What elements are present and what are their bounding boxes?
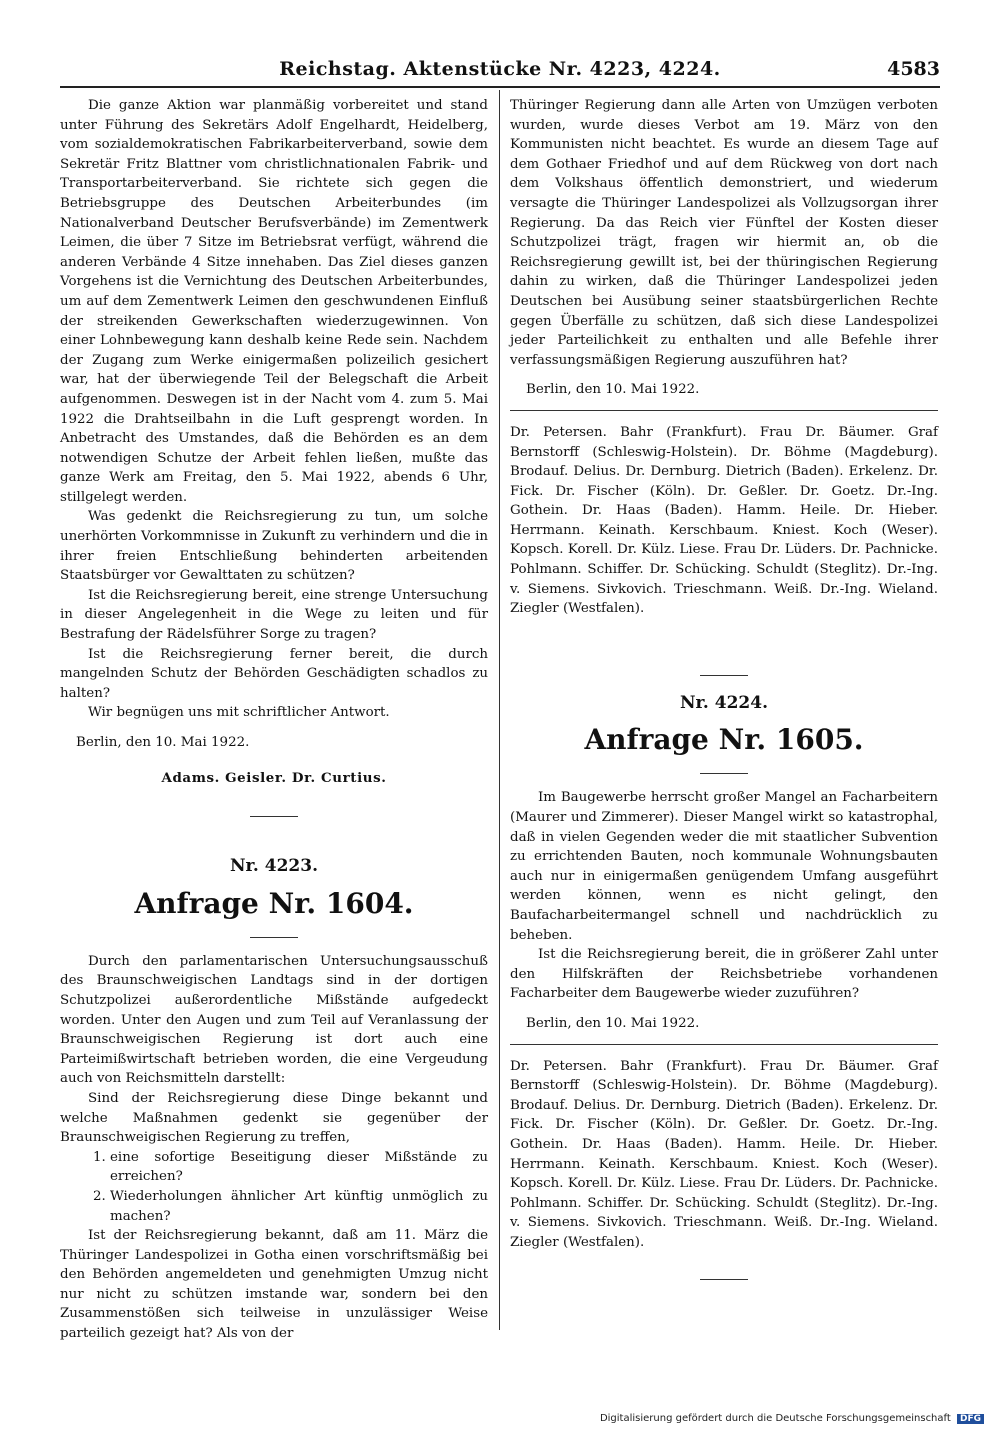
paragraph: Ist die Reichsregierung ferner bereit, die durch mangelnden Schutz der Behörden Geschädigten schadlos zu halten? <box>60 646 488 701</box>
list-item: 2. Wiederholungen ähnlicher Art künftig unmöglich zu machen? <box>110 1187 488 1226</box>
section-number: Nr. 4224. <box>679 692 768 713</box>
numbered-list <box>60 1148 488 1226</box>
section-divider <box>700 675 748 676</box>
list-item: 1. eine sofortige Beseitigung dieser Mißstände zu erreichen? <box>110 1148 488 1187</box>
paragraph: Im Baugewerbe herrscht großer Mangel an Facharbeitern (Maurer und Zimmerer). Dieser Mangel wirkt so katastrophal, daß in vielen Gegenden weder die mit staatlicher Subvention zu errichtenden Bauten, noch kommunale Wohnungsbauten auch nur in einigermaßen genügendem Umfang ausgeführt werden können, wenn es nicht gelingt, den Baufacharbeitermangel schnell und nachdrücklich zu beheben. <box>510 790 938 943</box>
separator <box>510 1044 938 1045</box>
paragraph: Ist die Reichsregierung bereit, die in größerer Zahl unter den Hilfskräften der Reichsbetriebe vorhandenen Facharbeiter dem Baugewerbe wieder zuzuführen? <box>510 947 938 1002</box>
page-header <box>60 56 940 88</box>
signers: Dr. Petersen. Bahr (Frankfurt). Frau Dr. Bäumer. Graf Bernstorff (Schleswig-Holstein). Dr. Böhme (Magdeburg). Brodauf. Delius. Dr. Dernburg. Dietrich (Baden). Erkelenz. Dr. Fick. Dr. Fischer (Köln). Dr. Geßler. Dr. Goetz. Dr.-Ing. Gothein. Dr. Haas (Baden). Hamm. Heile. Dr. Hieber. Herrmann. Keinath. Kerschbaum. Kniest. Koch (Weser). Kopsch. Korell. Dr. Külz. Liese. Frau Dr. Lüders. Dr. Pachnicke. Pohlmann. Schiffer. Dr. Schücking. Schuldt (Steglitz). Dr.-Ing. v. Siemens. Sivkovich. Trieschmann. Weiß. Dr.-Ing. Wieland. Ziegler (Westfalen). <box>510 424 938 617</box>
signers: Adams. Geisler. Dr. Curtius. <box>161 769 387 786</box>
footer-credit <box>600 1413 984 1424</box>
paragraph: Durch den parlamentarischen Untersuchungsausschuß des Braunschweigischen Landtags sind in der dortigen Schutzpolizei außerordentliche Mißstände aufgedeckt worden. Unter den Augen und zum Teil auf Veranlassung der Braunschweigischen Regierung ist dort auch eine Parteimißwirtschaft betrieben worden, die eine Vergeudung auch von Reichsmitteln darstellt: <box>60 953 488 1087</box>
title-underline <box>250 937 298 938</box>
section-number: Nr. 4223. <box>229 856 318 877</box>
paragraph: Die ganze Aktion war planmäßig vorbereitet und stand unter Führung des Sekretärs Adolf Engelhardt, Heidelberg, vom sozialdemokratischen Fabrikarbeiterverband, sowie dem Sekretär Fritz Blattner vom christlichnationalen Fabrik- und Transportarbeiterverband. Sie richtete sich gegen die Betriebsgruppe des Deutschen Arbeiterbundes (im Nationalverband Deutscher Berufsverbände) im Zementwerk Leimen, die über 7 Sitze im Betriebsrat verfügt, während die anderen Verbände 4 Sitze innehaben. Das Ziel dieses ganzen Vorgehens ist die Vernichtung des Deutschen Arbeiterbundes, um auf dem Zementwerk Leimen den geschwundenen Einfluß der streikenden Gewerkschaften wiederzugewinnen. Von einer Lohnbewegung kann deshalb keine Rede sein. Nachdem der Zugang zum Werke einigermaßen polizeilich gesichert war, hat der überwiegende Teil der Belegschaft die Arbeit aufgenommen. Deswegen ist in der Nacht vom 4. zum 5. Mai 1922 die Drahtseilbahn in die Luft gesprengt worden. In Anbetracht des Umstandes, daß die Behörden es an dem notwendigen Schutze der Arbeit fehlen ließen, mußte das ganze Werk am Freitag, den 5. Mai 1922, abends 6 Uhr, stillgelegt werden. <box>60 98 488 505</box>
title-underline <box>700 773 748 774</box>
page-number: 4583 <box>887 58 940 80</box>
section-title: Anfrage Nr. 1604. <box>134 886 414 920</box>
paragraph: Ist der Reichsregierung bekannt, daß am 11. März die Thüringer Landespolizei in Gotha einen vorschriftsmäßig bei den Behörden angemeldeten und genehmigten Umzug nicht nur nicht zu schützen imstande war, sondern bei den Zusammenstößen sich teilweise in unzulässiger Weise parteilich gezeigt hat? Als von der <box>60 1228 488 1342</box>
page-title: Reichstag. Aktenstücke Nr. 4223, 4224. <box>279 58 721 80</box>
footer-text: Digitalisierung gefördert durch die Deutsche Forschungsgemeinschaft <box>599 1413 951 1424</box>
paragraph: Sind der Reichsregierung diese Dinge bekannt und welche Maßnahmen gedenkt sie gegenüber der Braunschweigischen Regierung zu treffen, <box>60 1090 488 1146</box>
right-column <box>510 96 938 1294</box>
separator <box>510 410 938 411</box>
paragraph: Ist die Reichsregierung bereit, eine strenge Untersuchung in dieser Angelegenheit in die Wege zu leiten und für Bestrafung der Rädelsführer Sorge zu tragen? <box>60 587 488 643</box>
date-line: Berlin, den 10. Mai 1922. <box>76 735 250 750</box>
date-line: Berlin, den 10. Mai 1922. <box>526 1015 700 1031</box>
signers: Dr. Petersen. Bahr (Frankfurt). Frau Dr. Bäumer. Graf Bernstorff (Schleswig-Holstein). Dr. Böhme (Magdeburg). Brodauf. Delius. Dr. Dernburg. Dietrich (Baden). Erkelenz. Dr. Fick. Dr. Fischer (Köln). Dr. Geßler. Dr. Goetz. Dr.-Ing. Gothein. Dr. Haas (Baden). Hamm. Heile. Dr. Hieber. Herrmann. Keinath. Kerschbaum. Kniest. Koch (Weser). Kopsch. Korell. Dr. Külz. Liese. Frau Dr. Lüders. Dr. Pachnicke. Pohlmann. Schiffer. Dr. Schücking. Schuldt (Steglitz). Dr.-Ing. v. Siemens. Sivkovich. Trieschmann. Weiß. Dr.-Ing. Wieland. Ziegler (Westfalen). <box>510 1058 938 1250</box>
dfg-logo: DFG <box>957 1414 984 1424</box>
date-line: Berlin, den 10. Mai 1922. <box>526 382 700 398</box>
paragraph: Was gedenkt die Reichsregierung zu tun, um solche unerhörten Vorkommnisse in Zukunft zu verhindern und die in ihrer freien Entschließung behinderten arbeitenden Staatsbürger vor Gewalttaten zu schützen? <box>60 509 488 584</box>
section-title: Anfrage Nr. 1605. <box>584 723 864 757</box>
paragraph: Wir begnügen uns mit schriftlicher Antwort. <box>88 705 390 721</box>
left-column <box>60 96 488 1344</box>
column-divider <box>499 90 500 1330</box>
paragraph: Thüringer Regierung dann alle Arten von Umzügen verboten wurden, wurde dieses Verbot am 19. März von den Kommunisten nicht beachtet. Es wurde an diesem Tage auf dem Gothaer Friedhof und auf dem Rückweg von dort nach dem Volkshaus öffentlich demonstriert, und wiederum versagte die Thüringer Landespolizei als Vollzugsorgan ihrer Regierung. Da das Reich vier Fünftel der Kosten dieser Schutzpolizei trägt, fragen wir hiermit an, ob die Reichsregierung gewillt ist, bei der thüringischen Regierung dahin zu wirken, daß die Thüringer Landespolizei jeden Deutschen bei Ausübung seiner staatsbürgerlichen Rechte gegen Überfälle zu schützen, daß sich diese Landespolizei jeder Parteilichkeit zu enthalten und alle Befehle ihrer verfassungsmäßigen Regierung auszuführen hat? <box>510 98 938 368</box>
section-divider <box>250 816 298 817</box>
end-divider <box>700 1279 748 1280</box>
